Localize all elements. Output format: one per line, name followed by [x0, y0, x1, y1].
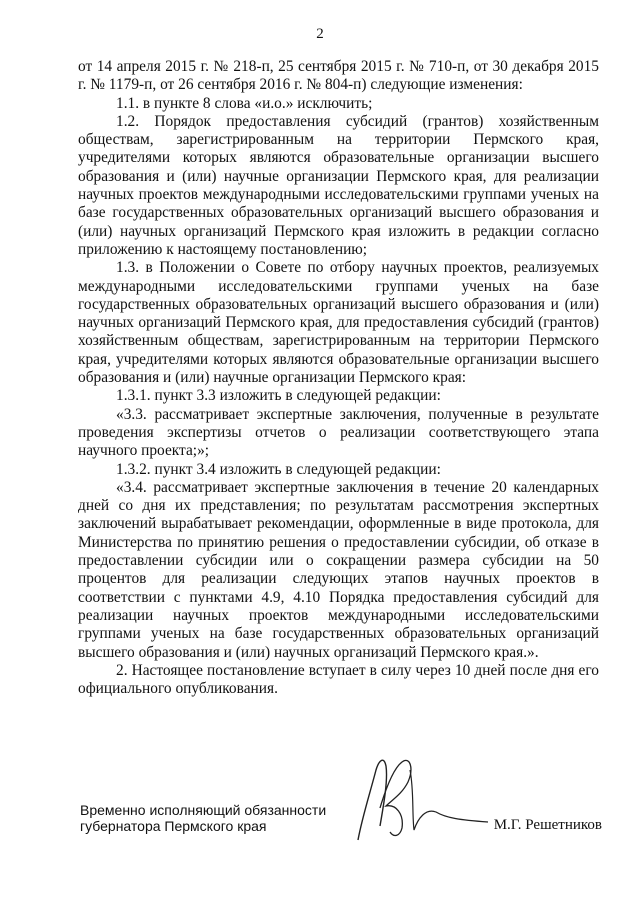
- signatory-role-line1: Временно исполняющий обязанности: [80, 802, 327, 818]
- document-body: [78, 58, 599, 698]
- signatory-role: [80, 802, 326, 834]
- paragraph-1-3-2: 1.3.2. пункт 3.4 изложить в следующей редакции:: [116, 460, 441, 478]
- paragraph-3-3-text: «3.3. рассматривает экспертные заключения, полученные в результате проведения экспертизы отчетов о реализации соответствующего этапа научного проекта;»;: [78, 405, 599, 460]
- paragraph-1-1: 1.1. в пункте 8 слова «и.о.» исключить;: [116, 94, 373, 112]
- paragraph-1-2: 1.2. Порядок предоставления субсидий (грантов) хозяйственным обществам, зарегистрированным на территории Пермского края, учредителями которых являются образовательные организации высшего образования и (или) научные организации Пермского края, для реализации научных проектов международными исследовательскими группами ученых на базе государственных образовательных организаций высшего образования и (или) научных организаций Пермского края изложить в редакции согласно приложению к настоящему постановлению;: [78, 112, 599, 258]
- paragraph-1-3-1: 1.3.1. пункт 3.3 изложить в следующей редакции:: [116, 387, 441, 405]
- paragraph-intro: от 14 апреля 2015 г. № 218-п, 25 сентября 2015 г. № 710-п, от 30 декабря 2015 г. № 1179-п, от 26 сентября 2016 г. № 804-п) следующие изменения:: [78, 58, 599, 94]
- signature-block: [80, 802, 600, 862]
- paragraph-1-3: 1.3. в Положении о Совете по отбору научных проектов, реализуемых международными исследовательскими группами ученых на базе государственных образовательных организаций высшего образования и (или) научных организаций Пермского края, для предоставления субсидий (грантов) хозяйственным обществам, зарегистрированным на территории Пермского края, учредителями которых являются образовательные организации высшего образования и (или) научные организации Пермского края:: [78, 259, 599, 387]
- signatory-role-line2: губернатора Пермского края: [80, 818, 267, 834]
- signatory-name: М.Г. Решетников: [493, 817, 602, 833]
- paragraph-2: 2. Настоящее постановление вступает в силу через 10 дней после дня его официального опубликования.: [78, 661, 599, 698]
- paragraph-3-4-text: «3.4. рассматривает экспертные заключения в течение 20 календарных дней со дня их представления; по результатам рассмотрения экспертных заключений вырабатывает рекомендации, оформленные в виде протокола, для Министерства по принятию решения о предоставлении субсидии, об отказе в предоставлении субсидии или о сокращении размера субсидии на 50 процентов для реализации следующих этапов научных проектов в соответствии с пунктами 4.9, 4.10 Порядка предоставления субсидий для реализации научных проектов международными исследовательскими группами ученых на базе государственных образовательных организаций высшего образования и (или) научных организаций Пермского края.».: [78, 478, 599, 661]
- page-number: 2: [316, 26, 324, 42]
